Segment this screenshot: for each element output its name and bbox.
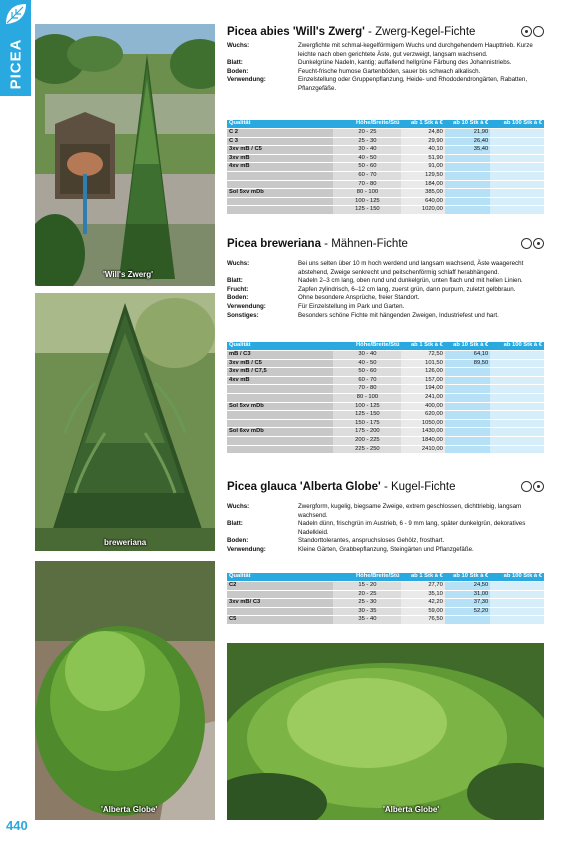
cell-price-100	[490, 428, 544, 436]
cell-price-1: 27,70	[401, 582, 444, 590]
botanical-name: Picea breweriana	[227, 238, 321, 250]
cell-price-1: 42,20	[401, 599, 444, 607]
cell-price-1: 51,90	[401, 155, 444, 163]
plant-info	[227, 42, 544, 94]
cell-price-1: 620,00	[401, 411, 444, 419]
cell-quality: 3xv mB/ C3	[227, 599, 333, 607]
cell-quality	[227, 608, 333, 616]
cell-quality	[227, 420, 333, 428]
table-row	[227, 591, 544, 599]
cell-price-1: 91,00	[401, 163, 444, 171]
col-price-1: ab 1 Stk à €	[401, 120, 444, 128]
photo-breweriana	[35, 293, 215, 551]
cell-price-100	[490, 129, 544, 137]
cell-price-10	[445, 368, 490, 376]
cell-quality	[227, 172, 333, 180]
cell-price-1: 1020,00	[401, 206, 444, 214]
info-label: Boden:	[227, 537, 249, 545]
cell-size: 150 - 175	[333, 420, 401, 428]
table-row	[227, 206, 544, 214]
plant-info	[227, 260, 544, 320]
cell-size: 50 - 60	[333, 368, 401, 376]
botanical-name: Picea abies 'Will's Zwerg'	[227, 26, 365, 38]
cell-price-10: 26,40	[445, 138, 490, 146]
col-quality: Qualität	[227, 342, 333, 350]
section-alberta-globe	[227, 479, 544, 555]
cell-price-100	[490, 411, 544, 419]
cell-size: 125 - 150	[333, 206, 401, 214]
cell-price-10	[445, 403, 490, 411]
half-shade-icon	[521, 481, 532, 492]
cell-quality: 3xv mB / C5	[227, 146, 333, 154]
cell-price-100	[490, 368, 544, 376]
info-label: Verwendung:	[227, 545, 266, 553]
cell-price-10	[445, 163, 490, 171]
info-label: Blatt:	[227, 520, 243, 528]
cell-price-100	[490, 616, 544, 624]
cell-price-10	[445, 189, 490, 197]
cell-quality: 4xv mB	[227, 377, 333, 385]
cell-quality: Sol 5xv mDb	[227, 189, 333, 197]
table-row	[227, 403, 544, 411]
cell-price-10: 37,30	[445, 599, 490, 607]
cell-price-100	[490, 155, 544, 163]
cell-price-1: 126,00	[401, 368, 444, 376]
cell-quality: Sol 6xv mDb	[227, 428, 333, 436]
cell-price-1: 385,00	[401, 189, 444, 197]
cell-quality: mB / C3	[227, 351, 333, 359]
cell-price-1: 2410,00	[401, 446, 444, 454]
col-price-10: ab 10 Stk à €	[445, 573, 490, 581]
cell-price-100	[490, 420, 544, 428]
cell-quality: 4xv mB	[227, 163, 333, 171]
cell-quality: C5	[227, 616, 333, 624]
cell-price-100	[490, 591, 544, 599]
common-name: - Mähnen-Fichte	[320, 238, 408, 250]
cell-size: 30 - 40	[333, 351, 401, 359]
table-row	[227, 411, 544, 419]
cell-price-10	[445, 394, 490, 402]
sun-symbols	[520, 481, 544, 493]
table-row	[227, 155, 544, 163]
cell-price-1: 1050,00	[401, 420, 444, 428]
cell-price-10: 24,50	[445, 582, 490, 590]
cell-price-1: 400,00	[401, 403, 444, 411]
cell-price-10	[445, 411, 490, 419]
cell-price-100	[490, 146, 544, 154]
cell-price-1: 157,00	[401, 377, 444, 385]
cell-size: 40 - 50	[333, 360, 401, 368]
cell-quality	[227, 198, 333, 206]
cell-price-10: 21,90	[445, 129, 490, 137]
info-value: Besonders schöne Fichte mit hängenden Zweigen, Industriefest und hart.	[298, 311, 499, 319]
cell-price-10	[445, 198, 490, 206]
table-row	[227, 428, 544, 436]
cell-price-100	[490, 189, 544, 197]
cell-quality	[227, 437, 333, 445]
info-value: Für Einzelstellung im Park und Garten.	[298, 302, 405, 310]
cell-price-10: 52,20	[445, 608, 490, 616]
cell-price-10: 64,10	[445, 351, 490, 359]
cell-price-1: 184,00	[401, 181, 444, 189]
common-name: - Zwerg-Kegel-Fichte	[364, 26, 476, 38]
table-row	[227, 446, 544, 454]
price-table-alberta-globe	[227, 572, 544, 625]
photo-caption-alberta-globe-left: 'Alberta Globe'	[101, 805, 158, 814]
col-price-10: ab 10 Stk à €	[445, 342, 490, 350]
cell-size: 200 - 225	[333, 437, 401, 445]
cell-size: 60 - 70	[333, 172, 401, 180]
cell-price-10	[445, 437, 490, 445]
cell-quality	[227, 591, 333, 599]
half-shade-icon	[521, 238, 532, 249]
col-size: Höhe/Breite/Stü	[333, 120, 401, 128]
section-wills-zwerg	[227, 24, 544, 94]
price-table-body	[227, 582, 544, 624]
col-price-1: ab 1 Stk à €	[401, 342, 444, 350]
cell-price-10: 89,50	[445, 360, 490, 368]
cell-price-1: 129,50	[401, 172, 444, 180]
cell-price-100	[490, 198, 544, 206]
cell-price-1: 29,90	[401, 138, 444, 146]
sun-symbols	[520, 238, 544, 250]
cell-size: 80 - 100	[333, 394, 401, 402]
cell-price-100	[490, 360, 544, 368]
cell-price-10	[445, 377, 490, 385]
cell-price-1: 35,10	[401, 591, 444, 599]
table-row	[227, 377, 544, 385]
cell-price-100	[490, 608, 544, 616]
cell-size: 50 - 60	[333, 163, 401, 171]
cell-quality: C2	[227, 582, 333, 590]
cell-price-1: 101,50	[401, 360, 444, 368]
info-label: Boden:	[227, 294, 249, 302]
info-value: Dunkelgrüne Nadeln, kantig; auffallend hellgrüne Färbung des Johannistriebs.	[298, 59, 512, 67]
cell-price-1: 76,50	[401, 616, 444, 624]
cell-price-100	[490, 582, 544, 590]
info-value: Kleine Gärten, Grabbepflanzung, Steingärten und Pflanzgefäße.	[298, 545, 474, 553]
info-value: Bei uns selten über 10 m hoch werdend und langsam wachsend, Äste waagerecht abstehend, Zweige senkrecht und peitschenförmig schlaff herabhängend.	[298, 260, 524, 276]
photo-caption-wills-zwerg: 'Will's Zwerg'	[103, 270, 154, 279]
info-value: Zwergform, kugelig, biegsame Zweige, extrem geschlossen, dichttriebig, langsam wachsend.	[298, 503, 522, 519]
col-price-10: ab 10 Stk à €	[445, 120, 490, 128]
cell-quality	[227, 181, 333, 189]
cell-quality	[227, 385, 333, 393]
price-table-body	[227, 351, 544, 453]
col-price-100: ab 100 Stk à €	[490, 573, 544, 581]
cell-price-100	[490, 385, 544, 393]
col-quality: Qualität	[227, 573, 333, 581]
cell-price-1: 40,10	[401, 146, 444, 154]
cell-quality: 3xv mB / C5	[227, 360, 333, 368]
table-row	[227, 138, 544, 146]
cell-size: 15 - 20	[333, 582, 401, 590]
info-value: Zapfen zylindrisch, 6–12 cm lang, zuerst grün, dann purpurn, zuletzt gelbbraun.	[298, 285, 516, 293]
side-tab-label: PICEA	[7, 38, 25, 90]
price-table-wills-zwerg	[227, 119, 544, 215]
cell-price-1: 640,00	[401, 198, 444, 206]
section-breweriana	[227, 236, 544, 320]
cell-price-100	[490, 377, 544, 385]
cell-size: 60 - 70	[333, 377, 401, 385]
info-label: Sonstiges:	[227, 311, 259, 319]
cell-size: 30 - 35	[333, 608, 401, 616]
cell-price-100	[490, 599, 544, 607]
cell-price-100	[490, 446, 544, 454]
cell-price-10	[445, 446, 490, 454]
table-row	[227, 351, 544, 359]
cell-price-1: 1430,00	[401, 428, 444, 436]
plant-info	[227, 503, 544, 555]
table-row	[227, 385, 544, 393]
cell-price-100	[490, 172, 544, 180]
table-row	[227, 146, 544, 154]
cell-size: 70 - 80	[333, 385, 401, 393]
col-price-1: ab 1 Stk à €	[401, 573, 444, 581]
table-row	[227, 394, 544, 402]
info-value: Standorttolerantes, anspruchsloses Gehölz, frosthart.	[298, 537, 445, 545]
cell-size: 175 - 200	[333, 428, 401, 436]
info-label: Verwendung:	[227, 76, 266, 84]
cell-size: 35 - 40	[333, 616, 401, 624]
cell-price-100	[490, 351, 544, 359]
cell-price-10: 31,00	[445, 591, 490, 599]
full-sun-icon	[521, 26, 532, 37]
cell-price-100	[490, 163, 544, 171]
cell-price-100	[490, 394, 544, 402]
cell-quality: Sol 5xv mDb	[227, 403, 333, 411]
cell-size: 80 - 100	[333, 189, 401, 197]
col-price-100: ab 100 Stk à €	[490, 120, 544, 128]
cell-quality	[227, 411, 333, 419]
info-value: Feucht-frische humose Gartenböden, sauer bis schwach alkalisch.	[298, 67, 481, 75]
table-row	[227, 172, 544, 180]
botanical-name: Picea glauca 'Alberta Globe'	[227, 481, 381, 493]
table-row	[227, 368, 544, 376]
leaf-icon	[3, 1, 29, 27]
cell-price-10: 35,40	[445, 146, 490, 154]
table-row	[227, 360, 544, 368]
table-row	[227, 129, 544, 137]
info-value: Nadeln 2–3 cm lang, oben rund und dunkelgrün, unten flach und mit hellen Linien.	[298, 277, 523, 285]
cell-size: 30 - 40	[333, 146, 401, 154]
cell-price-1: 72,50	[401, 351, 444, 359]
info-label: Wuchs:	[227, 260, 250, 267]
info-value: Nadeln dünn, frischgrün im Austrieb, 6 - 9 mm lang, später dunkelgrün, dekoratives Nadelkleid.	[298, 520, 526, 536]
cell-price-100	[490, 437, 544, 445]
cell-quality: C 2	[227, 129, 333, 137]
col-price-100: ab 100 Stk à €	[490, 342, 544, 350]
table-row	[227, 163, 544, 171]
cell-price-10	[445, 155, 490, 163]
info-value: Einzelstellung oder Gruppenpflanzung, Heide- und Rhododendrongärten, Rabatten, Pflanzgefäße.	[298, 76, 528, 92]
photo-caption-alberta-globe-right: 'Alberta Globe'	[383, 805, 440, 814]
common-name: - Kugel-Fichte	[380, 481, 456, 493]
table-row	[227, 608, 544, 616]
half-shade-icon	[533, 26, 544, 37]
side-tab	[0, 0, 31, 96]
cell-price-100	[490, 403, 544, 411]
product-title	[227, 479, 544, 495]
table-row	[227, 582, 544, 590]
info-label: Wuchs:	[227, 503, 250, 510]
cell-price-10	[445, 616, 490, 624]
info-label: Blatt:	[227, 59, 243, 67]
page-number: 440	[6, 818, 28, 833]
cell-quality	[227, 394, 333, 402]
price-table-body	[227, 129, 544, 214]
cell-price-10	[445, 172, 490, 180]
photo-alberta-globe-left	[35, 561, 215, 820]
table-row	[227, 181, 544, 189]
cell-price-1: 1840,00	[401, 437, 444, 445]
cell-price-1: 194,00	[401, 385, 444, 393]
full-sun-icon	[533, 238, 544, 249]
full-sun-icon	[533, 481, 544, 492]
cell-size: 25 - 30	[333, 138, 401, 146]
cell-price-10	[445, 420, 490, 428]
info-label: Blatt:	[227, 277, 243, 285]
col-size: Höhe/Breite/Stü	[333, 342, 401, 350]
cell-price-100	[490, 206, 544, 214]
cell-price-1: 241,00	[401, 394, 444, 402]
table-row	[227, 420, 544, 428]
info-label: Frucht:	[227, 285, 249, 293]
cell-quality	[227, 446, 333, 454]
price-table-breweriana	[227, 341, 544, 454]
cell-price-100	[490, 181, 544, 189]
cell-size: 100 - 125	[333, 403, 401, 411]
cell-quality: 3xv mB	[227, 155, 333, 163]
cell-size: 40 - 50	[333, 155, 401, 163]
cell-price-10	[445, 181, 490, 189]
cell-quality: C 3	[227, 138, 333, 146]
photo-alberta-globe-right	[227, 643, 544, 820]
cell-size: 20 - 25	[333, 129, 401, 137]
table-row	[227, 599, 544, 607]
photo-wills-zwerg	[35, 24, 215, 286]
cell-price-10	[445, 206, 490, 214]
info-label: Wuchs:	[227, 42, 250, 49]
cell-size: 70 - 80	[333, 181, 401, 189]
cell-size: 25 - 30	[333, 599, 401, 607]
price-table	[227, 341, 544, 454]
info-label: Boden:	[227, 67, 249, 75]
col-size: Höhe/Breite/Stü	[333, 573, 401, 581]
cell-size: 225 - 250	[333, 446, 401, 454]
table-row	[227, 189, 544, 197]
table-row	[227, 198, 544, 206]
cell-size: 20 - 25	[333, 591, 401, 599]
cell-size: 125 - 150	[333, 411, 401, 419]
cell-price-10	[445, 385, 490, 393]
cell-price-100	[490, 138, 544, 146]
cell-quality: 3xv mB / C7,5	[227, 368, 333, 376]
photo-caption-breweriana: breweriana	[104, 538, 147, 547]
cell-size: 100 - 125	[333, 198, 401, 206]
info-value: Ohne besondere Ansprüche, freier Standort.	[298, 294, 420, 302]
sun-symbols	[520, 26, 544, 38]
table-row	[227, 616, 544, 624]
cell-price-1: 24,80	[401, 129, 444, 137]
info-value: Zwergfichte mit schmal-kegelförmigem Wuchs und durchgehendem Haupttrieb. Kurze leichte nach oben gerichtete Äste, gut verzweigt, langsam wachsend.	[298, 42, 533, 58]
product-title	[227, 24, 544, 40]
product-title	[227, 236, 544, 252]
col-quality: Qualität	[227, 120, 333, 128]
cell-price-1: 59,00	[401, 608, 444, 616]
cell-quality	[227, 206, 333, 214]
price-table	[227, 572, 544, 625]
cell-price-10	[445, 428, 490, 436]
info-label: Verwendung:	[227, 302, 266, 310]
price-table	[227, 119, 544, 215]
table-row	[227, 437, 544, 445]
